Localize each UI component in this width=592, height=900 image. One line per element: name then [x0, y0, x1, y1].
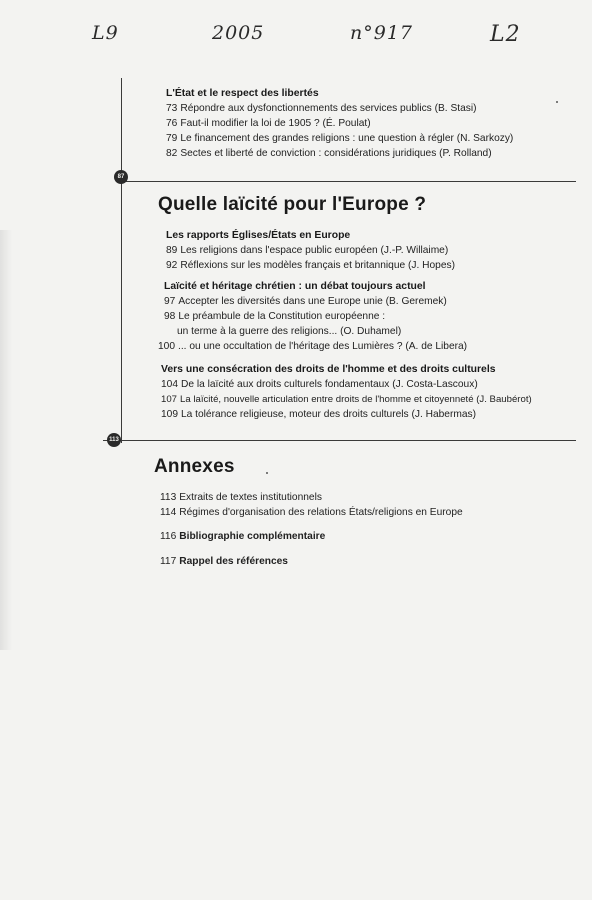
entry-text: Accepter les diversités dans une Europe unie (B. Geremek)	[178, 296, 447, 307]
hand-note-2: 2005	[212, 22, 265, 44]
entry-page: 76	[166, 118, 178, 129]
entry-text: Régimes d'organisation des relations États/religions en Europe	[179, 507, 463, 518]
scan-speck	[556, 101, 558, 103]
toc-entry	[166, 260, 455, 271]
entry-text: Faut-il modifier la loi de 1905 ? (É. Poulat)	[180, 118, 371, 129]
entry-page: 113	[160, 492, 177, 503]
entry-text: Les religions dans l'espace public européen (J.-P. Willaime)	[180, 245, 449, 256]
toc-entry-continued	[177, 326, 401, 337]
entry-text: La tolérance religieuse, moteur des droits culturels (J. Habermas)	[181, 409, 476, 420]
entry-page: 117	[160, 556, 177, 567]
hand-note-1: L9	[92, 22, 119, 44]
entry-page: 109	[161, 409, 178, 420]
entry-text: ... ou une occultation de l'héritage des Lumières ? (A. de Libera)	[178, 341, 468, 352]
divider-rule-2	[103, 440, 576, 441]
toc-entry	[158, 341, 467, 352]
toc-entry	[166, 148, 492, 159]
subsection-title: Les rapports Églises/États en Europe	[166, 230, 351, 241]
subsection-title: Laïcité et héritage chrétien : un débat toujours actuel	[164, 281, 426, 292]
toc-entry	[161, 379, 478, 390]
toc-entry	[161, 409, 476, 420]
entry-page: 100	[158, 341, 175, 352]
divider-rule-1	[121, 181, 576, 182]
entry-text: Rappel des références	[179, 556, 288, 567]
entry-text: Réflexions sur les modèles français et britannique (J. Hopes)	[180, 260, 455, 271]
entry-text: De la laïcité aux droits culturels fondamentaux (J. Costa-Lascoux)	[181, 379, 478, 390]
toc-entry	[166, 103, 477, 114]
toc-entry	[160, 531, 325, 542]
entry-page: 114	[160, 507, 177, 518]
timeline-rule	[121, 78, 122, 443]
section-title-etat: L'État et le respect des libertés	[166, 88, 319, 99]
entry-text: Répondre aux dysfonctionnements des services publics (B. Stasi)	[180, 103, 477, 114]
hand-note-3: n°917	[350, 22, 414, 44]
entry-text: Sectes et liberté de conviction : considérations juridiques (P. Rolland)	[180, 148, 492, 159]
entry-text: La laïcité, nouvelle articulation entre droits de l'homme et citoyenneté (J. Baubérot)	[180, 394, 532, 405]
hand-note-4: L2	[490, 22, 521, 47]
entry-text: Extraits de textes institutionnels	[179, 492, 322, 503]
toc-entry	[160, 507, 463, 518]
toc-entry	[160, 492, 322, 503]
toc-entry	[164, 311, 385, 322]
toc-entry	[166, 118, 371, 129]
subsection-title: Vers une consécration des droits de l'homme et des droits culturels	[161, 364, 496, 375]
entry-page: 79	[166, 133, 178, 144]
page-marker-113: 113	[107, 433, 121, 447]
toc-entry	[166, 245, 448, 256]
entry-page: 98	[164, 311, 176, 322]
toc-entry	[166, 133, 513, 144]
entry-page: 92	[166, 260, 178, 271]
entry-page: 73	[166, 103, 178, 114]
toc-entry	[164, 296, 447, 307]
entry-page: 107	[161, 394, 178, 405]
scan-edge-shadow	[0, 230, 12, 650]
toc-entry	[160, 556, 288, 567]
entry-text: Bibliographie complémentaire	[179, 531, 326, 542]
page-marker-87: 87	[114, 170, 128, 184]
scan-speck	[266, 472, 268, 474]
toc-entry	[161, 394, 532, 405]
entry-page: 82	[166, 148, 178, 159]
entry-text: Le financement des grandes religions : une question à régler (N. Sarkozy)	[180, 133, 514, 144]
chapter-title-europe: Quelle laïcité pour l'Europe ?	[158, 194, 427, 215]
chapter-title-annexes: Annexes	[154, 456, 235, 477]
entry-text: un terme à la guerre des religions... (O. Duhamel)	[177, 326, 402, 337]
entry-page: 89	[166, 245, 178, 256]
entry-page: 104	[161, 379, 178, 390]
entry-page: 97	[164, 296, 176, 307]
entry-text: Le préambule de la Constitution européenne :	[178, 311, 386, 322]
entry-page: 116	[160, 531, 177, 542]
